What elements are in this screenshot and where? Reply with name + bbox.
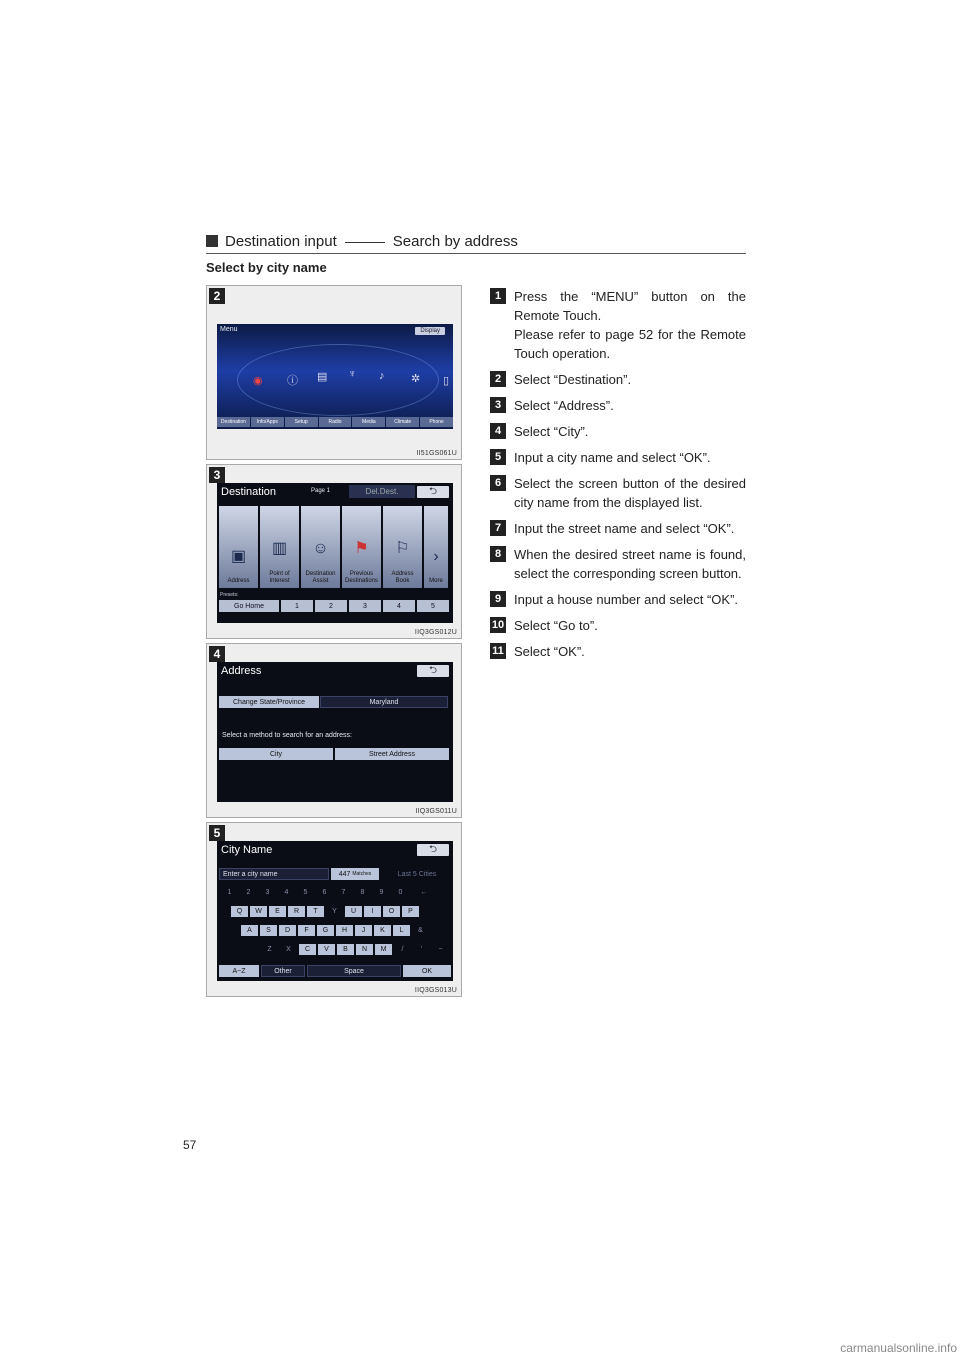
- delete-destination-button[interactable]: Del.Dest.: [349, 485, 415, 498]
- step-text: Input a city name and select “OK”.: [514, 450, 711, 465]
- figure-step-number: 5: [209, 825, 225, 841]
- page-indicator: Page 1: [311, 488, 331, 494]
- key-k[interactable]: K: [374, 925, 391, 936]
- key-b[interactable]: B: [337, 944, 354, 955]
- back-button[interactable]: [417, 665, 449, 677]
- back-arrow-icon: ⮌: [428, 485, 437, 497]
- key-0[interactable]: 0: [398, 889, 403, 896]
- figure-code: IIQ3GS011U: [415, 808, 457, 815]
- menu-icons: [253, 368, 453, 390]
- key-q[interactable]: Q: [231, 906, 248, 917]
- screen-title: Destination: [221, 486, 277, 498]
- step-number: 2: [490, 371, 506, 387]
- key-j[interactable]: J: [355, 925, 372, 936]
- preset-1[interactable]: 1: [281, 600, 313, 612]
- climate-icon: ✲: [411, 373, 421, 385]
- qwerty-row-2: [241, 925, 429, 936]
- space-button[interactable]: Space: [307, 965, 401, 977]
- key-f[interactable]: F: [298, 925, 315, 936]
- key-1[interactable]: 1: [227, 889, 232, 896]
- destination-screen: [217, 483, 453, 623]
- step-number: 3: [490, 397, 506, 413]
- page-number: 57: [183, 1138, 197, 1152]
- address-icon: ▣: [230, 547, 247, 565]
- step-text: Select “Address”.: [514, 398, 614, 413]
- figure-step-number: 4: [209, 646, 225, 662]
- tab-setup[interactable]: Setup: [285, 417, 318, 427]
- back-button[interactable]: [417, 844, 449, 856]
- display-button[interactable]: Display: [415, 327, 445, 335]
- key-o[interactable]: O: [383, 906, 400, 917]
- key-6[interactable]: 6: [322, 889, 327, 896]
- tab-destination[interactable]: Destination: [217, 417, 250, 427]
- preset-4[interactable]: 4: [383, 600, 415, 612]
- step-number: 7: [490, 520, 506, 536]
- key-l[interactable]: L: [393, 925, 410, 936]
- screen-title: Address: [221, 665, 262, 677]
- figure-city-name: [206, 822, 462, 997]
- key-hyphen[interactable]: −: [438, 946, 443, 953]
- key-h[interactable]: H: [336, 925, 353, 936]
- step-number: 5: [490, 449, 506, 465]
- building-icon: ▥: [271, 540, 288, 558]
- key-e[interactable]: E: [269, 906, 286, 917]
- tile-label: Address: [391, 570, 414, 577]
- step-item: [490, 590, 746, 609]
- dash-separator: [345, 242, 385, 243]
- key-a[interactable]: A: [241, 925, 258, 936]
- key-n[interactable]: N: [356, 944, 373, 955]
- media-icon: ♪: [379, 370, 385, 382]
- step-item: [490, 448, 746, 467]
- step-item: [490, 519, 746, 538]
- other-button[interactable]: Other: [261, 965, 305, 977]
- change-state-button[interactable]: Change State/Province: [219, 696, 319, 708]
- tile-address-book[interactable]: [383, 506, 422, 588]
- ok-button[interactable]: OK: [403, 965, 451, 977]
- step-number: 1: [490, 288, 506, 304]
- step-number: 8: [490, 546, 506, 562]
- step-text: Input the street name and select “OK”.: [514, 521, 735, 536]
- watermark: carmanualsonline.info: [840, 1341, 957, 1355]
- matches-count[interactable]: [331, 868, 379, 880]
- key-slash[interactable]: /: [401, 946, 404, 953]
- state-value: Maryland: [320, 696, 448, 708]
- presets-row: [219, 600, 449, 612]
- key-7[interactable]: 7: [341, 889, 346, 896]
- tile-previous-destinations[interactable]: [342, 506, 381, 588]
- key-3[interactable]: 3: [265, 889, 270, 896]
- step-text: Select the screen button of the desired city name from the displayed list.: [514, 476, 746, 510]
- matches-label: Matches: [352, 871, 372, 877]
- figure-step-number: 2: [209, 288, 225, 304]
- back-arrow-icon: ⮌: [428, 843, 437, 855]
- key-8[interactable]: 8: [360, 889, 365, 896]
- preset-go-home[interactable]: Go Home: [219, 600, 279, 612]
- street-address-button[interactable]: Street Address: [335, 748, 449, 760]
- figure-code: IIQ3GS012U: [414, 629, 457, 636]
- step-number: 9: [490, 591, 506, 607]
- tile-label: Point of: [269, 570, 290, 577]
- step-text: Select “Destination”.: [514, 372, 632, 387]
- tile-point-of-interest[interactable]: [260, 506, 299, 588]
- key-d[interactable]: D: [279, 925, 296, 936]
- key-s[interactable]: S: [260, 925, 277, 936]
- preset-5[interactable]: 5: [417, 600, 449, 612]
- key-p[interactable]: P: [402, 906, 419, 917]
- a-z-button[interactable]: A−Z: [219, 965, 259, 977]
- section-subtitle: Search by address: [392, 232, 518, 250]
- step-number: 4: [490, 423, 506, 439]
- qwerty-row-1: [231, 906, 419, 917]
- step-text: Input a house number and select “OK”.: [514, 592, 739, 607]
- steps-list: [490, 287, 746, 668]
- step-item: [490, 616, 746, 635]
- step-note: Please refer to page 52 for the Remote Touch operation.: [514, 327, 746, 361]
- person-icon: ☺: [312, 540, 329, 558]
- setup-icon: ▤: [317, 371, 328, 383]
- step-text: Select “OK”.: [514, 644, 585, 659]
- key-x[interactable]: X: [286, 946, 291, 953]
- tile-label-2: Book: [395, 577, 410, 584]
- square-bullet-icon: [206, 235, 218, 247]
- info-icon: ⓘ: [287, 375, 298, 387]
- figure-destination: [206, 464, 462, 639]
- last-5-cities-button[interactable]: Last 5 Cities: [397, 870, 437, 878]
- step-number: 11: [490, 643, 506, 659]
- tab-climate[interactable]: Climate: [386, 417, 419, 427]
- tile-address[interactable]: [219, 506, 258, 588]
- step-text: When the desired street name is found, select the corresponding screen button.: [514, 547, 746, 581]
- tile-label-2: Assist: [312, 577, 329, 584]
- tile-label: Destination: [305, 570, 336, 577]
- key-t[interactable]: T: [307, 906, 324, 917]
- city-button[interactable]: City: [219, 748, 333, 760]
- destination-tiles: [219, 506, 448, 588]
- step-number: 6: [490, 475, 506, 491]
- step-item: [490, 545, 746, 583]
- tile-label: Address: [227, 577, 250, 584]
- key-m[interactable]: M: [375, 944, 392, 955]
- step-text: Select “City”.: [514, 424, 589, 439]
- figure-address: [206, 643, 462, 818]
- section-heading: [206, 229, 746, 254]
- menu-title: Menu: [220, 326, 238, 333]
- section-title: Destination input: [225, 232, 337, 250]
- preset-3[interactable]: 3: [349, 600, 381, 612]
- tile-label-2: Destinations: [344, 577, 379, 584]
- key-w[interactable]: W: [250, 906, 267, 917]
- subheading: Select by city name: [206, 260, 327, 275]
- search-method-prompt: Select a method to search for an address:: [222, 732, 352, 739]
- step-item: [490, 474, 746, 512]
- tab-info-apps[interactable]: Info/Apps: [251, 417, 284, 427]
- tile-label-2: Interest: [269, 577, 290, 584]
- key-v[interactable]: V: [318, 944, 335, 955]
- key-u[interactable]: U: [345, 906, 362, 917]
- step-item: [490, 642, 746, 661]
- step-text: Press the “MENU” button on the Remote Touch.: [514, 289, 746, 323]
- city-name-screen: [217, 841, 453, 981]
- back-button[interactable]: [417, 486, 449, 498]
- flag-icon: ⚐: [395, 540, 410, 558]
- step-text: Select “Go to”.: [514, 618, 598, 633]
- figure-code: II51GS061U: [416, 450, 457, 457]
- screen-title: City Name: [221, 844, 273, 856]
- radio-icon: ♆: [348, 368, 357, 380]
- tab-phone[interactable]: Phone: [420, 417, 453, 427]
- map-pin-icon: ⚑: [354, 540, 369, 558]
- key-z[interactable]: Z: [267, 946, 272, 953]
- qwerty-row-3: [261, 944, 449, 955]
- back-arrow-icon: ⮌: [428, 664, 437, 676]
- key-apostrophe[interactable]: ': [420, 946, 423, 953]
- digit-row: [221, 887, 437, 898]
- preset-2[interactable]: 2: [315, 600, 347, 612]
- step-number: 10: [490, 617, 506, 633]
- key-9[interactable]: 9: [379, 889, 384, 896]
- destination-icon: ◉: [253, 375, 263, 387]
- key-c[interactable]: C: [299, 944, 316, 955]
- phone-icon: ▯: [443, 375, 450, 387]
- presets-label: Presets:: [220, 592, 239, 598]
- figure-step-number: 3: [209, 467, 225, 483]
- address-screen: [217, 662, 453, 802]
- step-item: [490, 287, 746, 363]
- tab-radio[interactable]: Radio: [319, 417, 352, 427]
- tile-label: More: [429, 577, 443, 584]
- key-y[interactable]: Y: [332, 908, 337, 915]
- key-r[interactable]: R: [288, 906, 305, 917]
- backspace-key[interactable]: ←: [420, 889, 428, 896]
- figure-code: IIQ3GS013U: [414, 987, 457, 994]
- city-name-input[interactable]: Enter a city name: [219, 868, 329, 880]
- key-4[interactable]: 4: [284, 889, 289, 896]
- step-item: [490, 422, 746, 441]
- chevron-right-icon: ›: [433, 547, 439, 565]
- step-item: [490, 396, 746, 415]
- tile-label: Previous: [349, 570, 374, 577]
- key-2[interactable]: 2: [246, 889, 251, 896]
- tile-destination-assist[interactable]: [301, 506, 340, 588]
- step-item: [490, 370, 746, 389]
- key-ampersand[interactable]: &: [418, 927, 423, 934]
- key-5[interactable]: 5: [303, 889, 308, 896]
- tile-more[interactable]: [424, 506, 448, 588]
- key-i[interactable]: I: [364, 906, 381, 917]
- matches-number: 447: [338, 870, 351, 878]
- menu-screen: [217, 324, 453, 429]
- tab-media[interactable]: Media: [352, 417, 385, 427]
- figure-menu: [206, 285, 462, 460]
- key-g[interactable]: G: [317, 925, 334, 936]
- menu-tab-bar: [217, 417, 453, 427]
